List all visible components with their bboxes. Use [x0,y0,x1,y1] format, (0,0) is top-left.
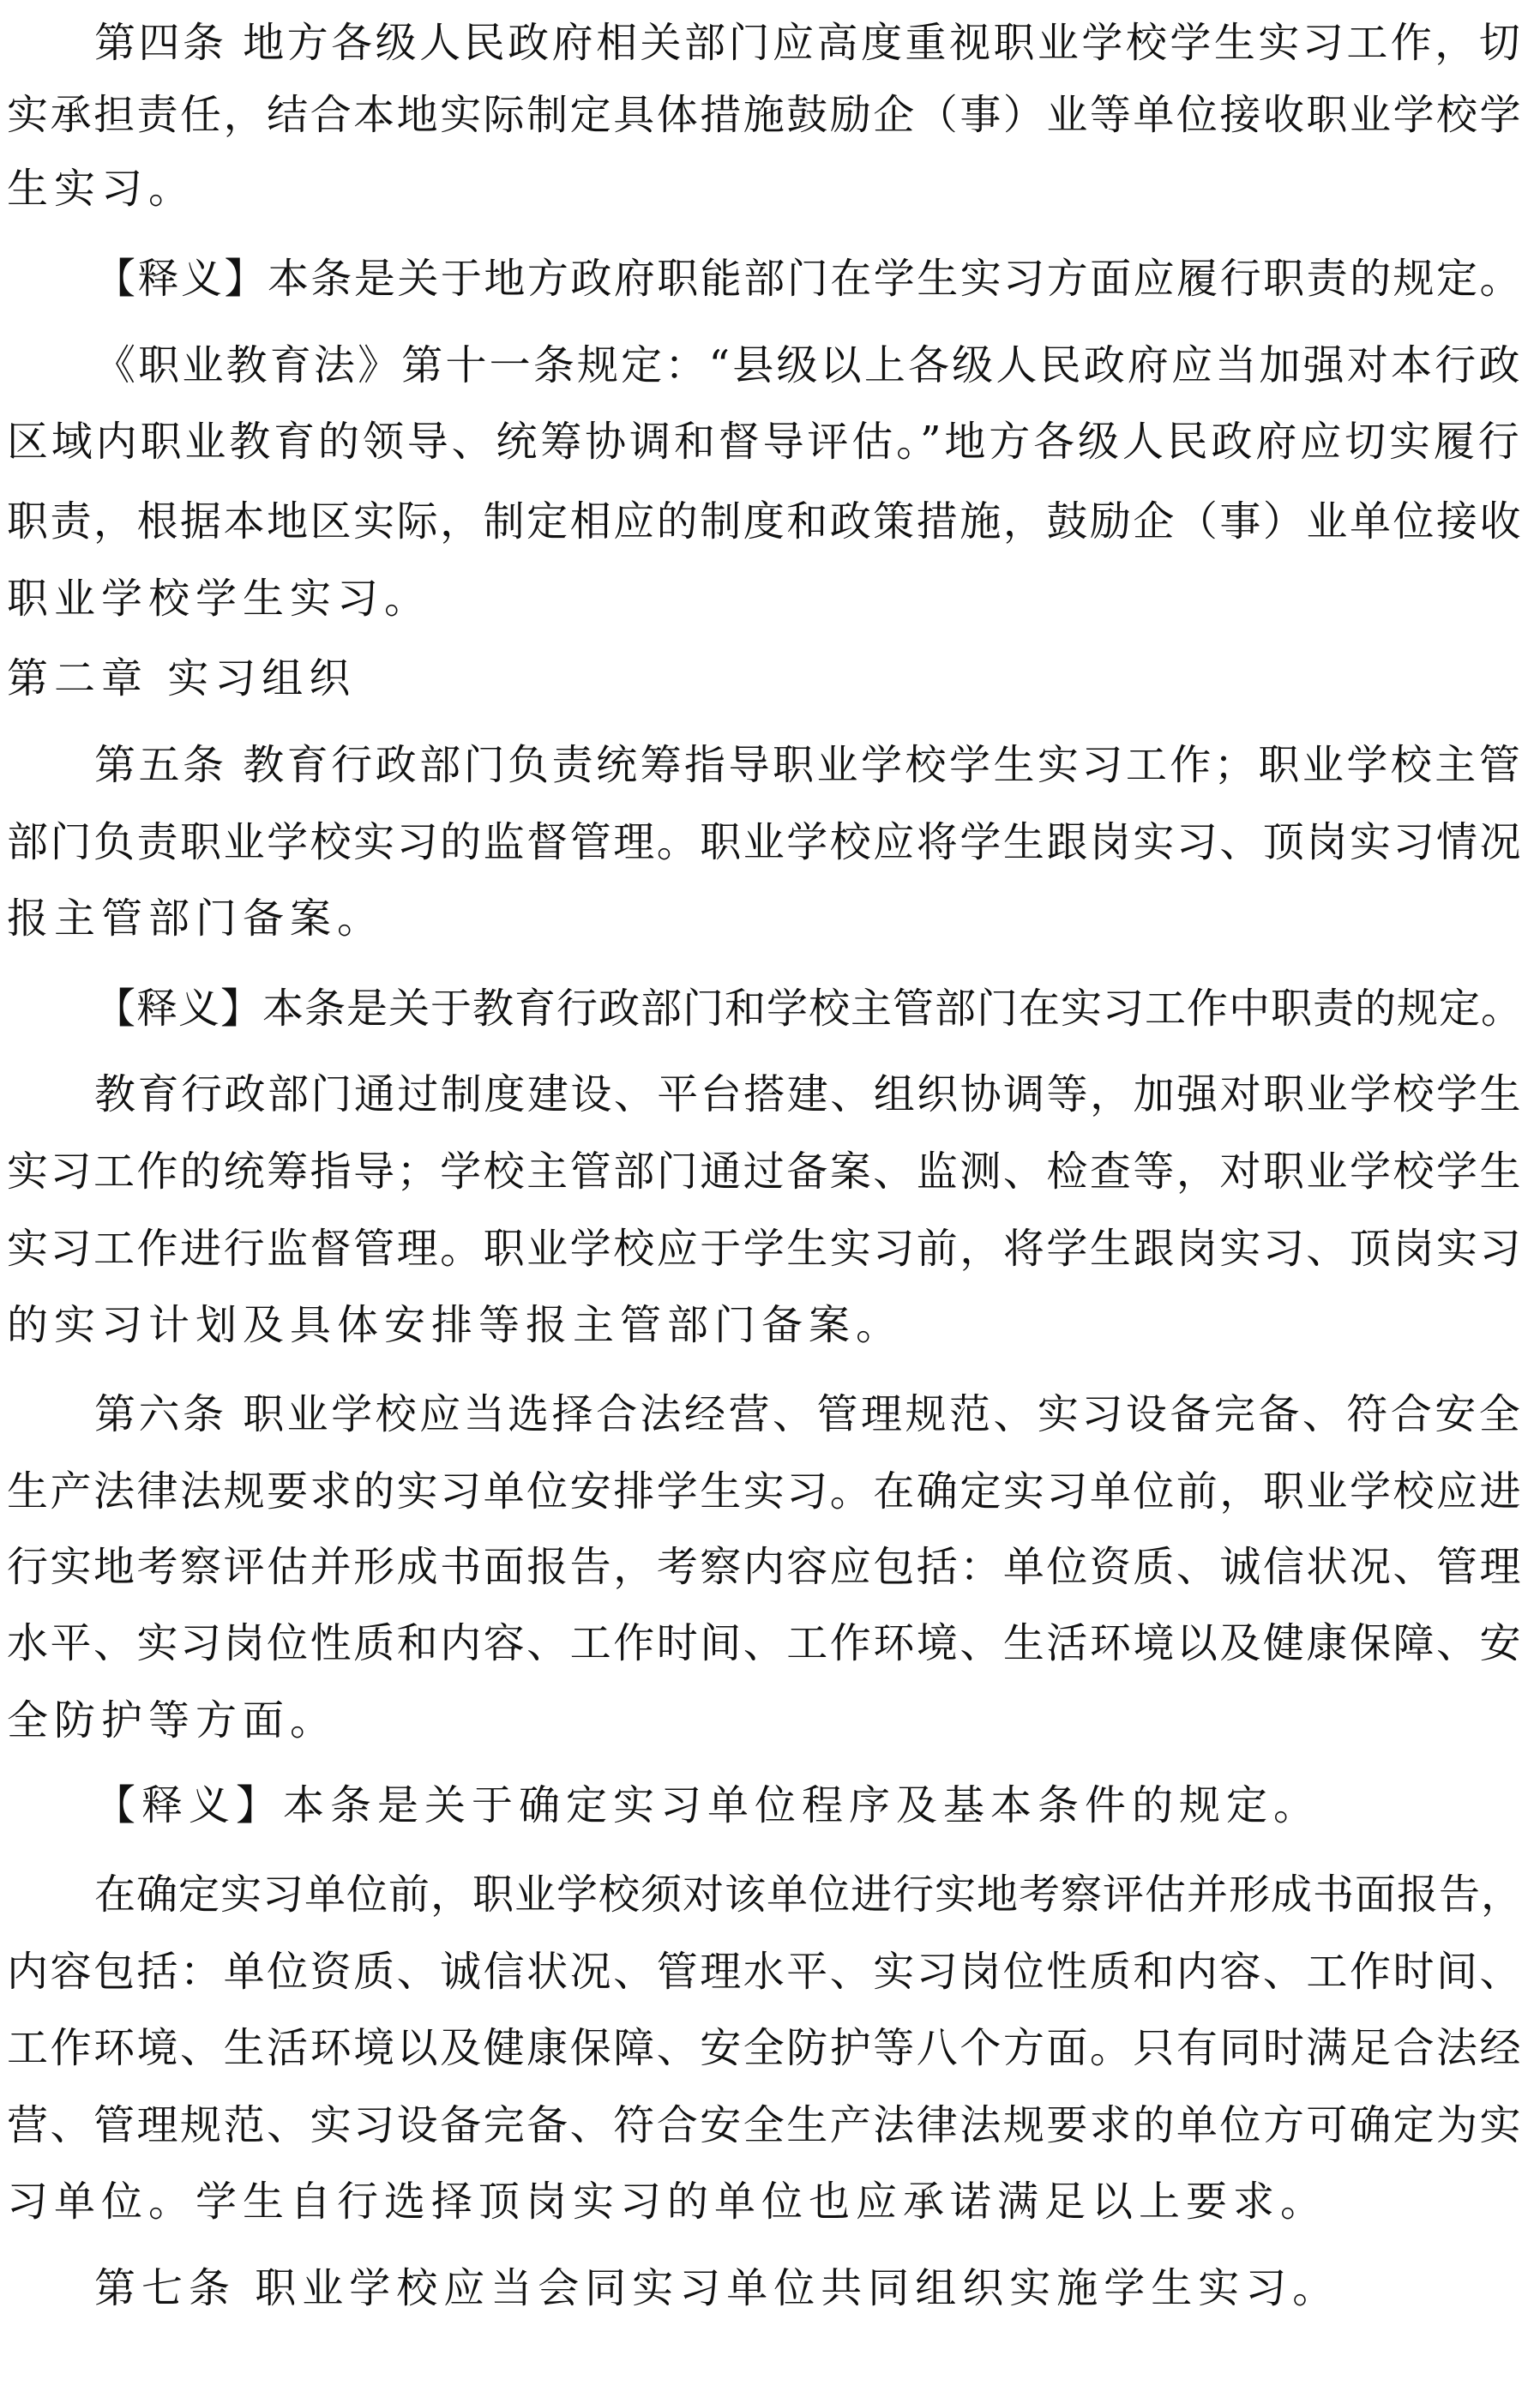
text-line: 【释义】本条是关于教育行政部门和学校主管部门在实习工作中职责的规定。 [94,985,1524,1033]
chapter-heading: 第二章 实习组织 [7,654,357,703]
text-line: 在确定实习单位前，职业学校须对该单位进行实地考察评估并形成书面报告， [94,1871,1524,1919]
text-line: 营、管理规范、实习设备完备、符合安全生产法律法规要求的单位方可确定为实 [7,2101,1524,2150]
text-line: 第五条 教育行政部门负责统筹指导职业学校学生实习工作；职业学校主管 [94,741,1524,790]
text-line: 职责，根据本地区实际，制定相应的制度和政策措施，鼓励企（事）业单位接收 [7,497,1524,545]
text-line: 水平、实习岗位性质和内容、工作时间、工作环境、生活环境以及健康保障、安 [7,1618,1524,1667]
text-line: 实习工作进行监督管理。职业学校应于学生实习前，将学生跟岗实习、顶岗实习 [7,1224,1524,1273]
text-line: 第七条 职业学校应当会同实习单位共同组织实施学生实习。 [94,2263,1340,2312]
text-line: 第六条 职业学校应当选择合法经营、管理规范、实习设备完备、符合安全 [94,1389,1524,1438]
text-line: 报主管部门备案。 [7,894,385,943]
text-line: 职业学校学生实习。 [7,574,432,623]
text-line: 生产法律法规要求的实习单位安排学生实习。在确定实习单位前，职业学校应进 [7,1467,1524,1515]
text-line: 工作环境、生活环境以及健康保障、安全防护等八个方面。只有同时满足合法经 [7,2023,1524,2072]
text-line: 内容包括：单位资质、诚信状况、管理水平、实习岗位性质和内容、工作时间、 [7,1948,1524,1997]
text-line: 教育行政部门通过制度建设、平台搭建、组织协调等，加强对职业学校学生 [94,1069,1524,1118]
text-line: 第四条 地方各级人民政府相关部门应高度重视职业学校学生实习工作，切 [94,19,1524,68]
text-line: 生实习。 [7,164,196,213]
text-line: 【释义】本条是关于确定实习单位程序及基本条件的规定。 [94,1781,1321,1830]
text-line: 部门负责职业学校实习的监督管理。职业学校应将学生跟岗实习、顶岗实习情况 [7,818,1524,867]
text-line: 的实习计划及具体安排等报主管部门备案。 [7,1300,904,1349]
text-line: 【释义】本条是关于地方政府职能部门在学生实习方面应履行职责的规定。 [94,255,1524,304]
text-line: 全防护等方面。 [7,1696,338,1744]
text-line: 实习工作的统筹指导；学校主管部门通过备案、监测、检查等，对职业学校学生 [7,1147,1524,1196]
text-line: 习单位。学生自行选择顶岗实习的单位也应承诺满足以上要求。 [7,2177,1328,2226]
text-line: 行实地考察评估并形成书面报告，考察内容应包括：单位资质、诚信状况、管理 [7,1543,1524,1592]
text-line: 实承担责任，结合本地实际制定具体措施鼓励企（事）业等单位接收职业学校学 [7,91,1524,140]
text-line: 《职业教育法》第十一条规定：“县级以上各级人民政府应当加强对本行政 [94,341,1523,390]
text-line: 区域内职业教育的领导、统筹协调和督导评估。”地方各级人民政府应切实履行 [7,417,1523,466]
